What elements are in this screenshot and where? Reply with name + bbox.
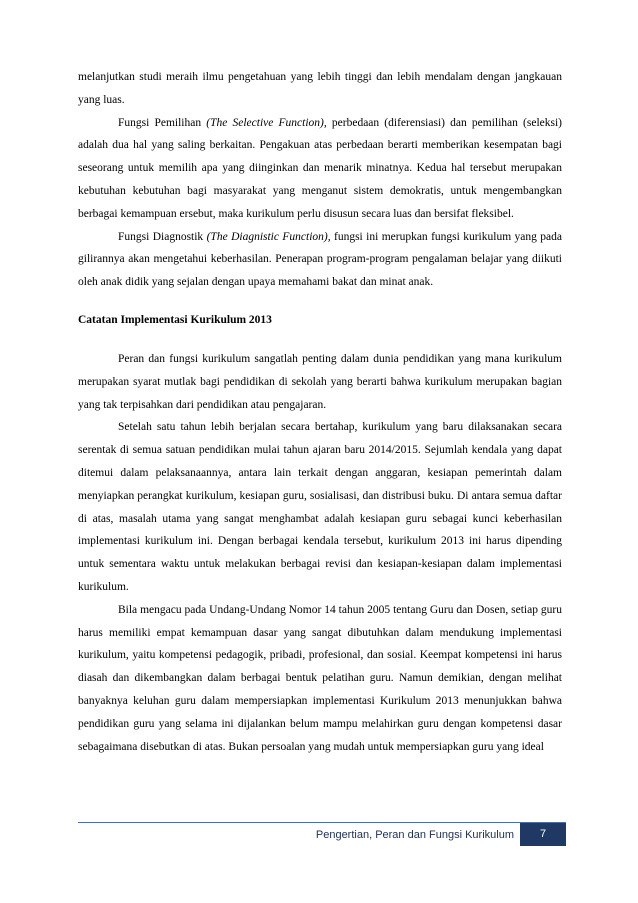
paragraph-selective-function	[78, 112, 562, 226]
page-footer	[78, 822, 566, 841]
paragraph-2-lead: Fungsi Pemilihan	[118, 116, 207, 129]
section-heading: Catatan Implementasi Kurikulum 2013	[78, 313, 272, 326]
paragraph-diagnostic-function	[78, 226, 562, 294]
paragraph-3-rest: fungsi ini merupkan fungsi kurikulum yang pada gilirannya akan mengetahui keberhasilan. Penerapan program-program pengalaman belajar yang diikuti oleh anak didik yang sejalan dengan upaya memahami bakat dan minat anak.	[78, 230, 562, 289]
paragraph-2-italic: (The Selective Function),	[206, 116, 327, 129]
paragraph-1: melanjutkan studi meraih ilmu pengetahuan yang lebih tinggi dan lebih mendalam dengan jangkauan yang luas.	[78, 71, 562, 106]
paragraph-3-italic: (The Diagnistic Function),	[206, 230, 331, 243]
paragraph-2-rest: perbedaan (diferensiasi) dan pemilihan (seleksi) adalah dua hal yang saling berkaitan. Pengakuan atas perbedaan berarti memberikan kesempatan bagi seseorang untuk memilih apa yang diinginkan dan menarik minatnya. Kedua hal tersebut merupakan kebutuhan kebutuhan bagi masyarakat yang menganut sistem demokratis, untuk mengembangkan berbagai kemampuan ersebut, maka kurikulum perlu disusun secara luas dan bersifat fleksibel.	[78, 116, 562, 220]
paragraph-4: Peran dan fungsi kurikulum sangatlah penting dalam dunia pendidikan yang mana kurikulum merupakan syarat mutlak bagi pendidikan di sekolah yang berarti bahwa kurikulum merupakan bagian yang tak terpisahkan dari pendidikan atau pengajaran.	[78, 352, 562, 411]
document-body	[78, 66, 562, 758]
footer-title: Pengertian, Peran dan Fungsi Kurikulum	[315, 829, 514, 841]
page-number: 7	[520, 823, 566, 846]
paragraph-3-lead: Fungsi Diagnostik	[118, 230, 207, 243]
paragraph-6: Bila mengacu pada Undang-Undang Nomor 14 tahun 2005 tentang Guru dan Dosen, setiap guru harus memiliki empat kemampuan dasar yang sangat dibutuhkan dalam mendukung implementasi kurikulum, yaitu kompetensi pedagogik, pribadi, profesional, dan sosial. Keempat kompetensi ini harus diasah dan dikembangkan dalam berbagai bentuk pelatihan guru. Namun demikian, dengan melihat banyaknya keluhan guru dalam mempersiapkan implementasi Kurikulum 2013 menunjukkan bahwa pendidikan guru yang selama ini dijalankan belum mampu melahirkan guru dengan kompetensi dasar sebagaimana disebutkan di atas. Bukan persoalan yang mudah untuk mempersiapkan guru yang ideal	[78, 603, 562, 753]
paragraph-5: Setelah satu tahun lebih berjalan secara bertahap, kurikulum yang baru dilaksanakan secara serentak di semua satuan pendidikan mulai tahun ajaran baru 2014/2015. Sejumlah kendala yang dapat ditemui dalam pelaksanaannya, antara lain terkait dengan anggaran, kesiapan pemerintah dalam menyiapkan perangkat kurikulum, kesiapan guru, sosialisasi, dan distribusi buku. Di antara semua daftar di atas, masalah utama yang sangat menghambat adalah kesiapan guru sebagai kunci keberhasilan implementasi kurikulum ini. Dengan berbagai kendala tersebut, kurikulum 2013 ini harus dipending untuk sementara waktu untuk melakukan berbagai revisi dan kesiapan-kesiapan dalam implementasi kurikulum.	[78, 421, 562, 593]
